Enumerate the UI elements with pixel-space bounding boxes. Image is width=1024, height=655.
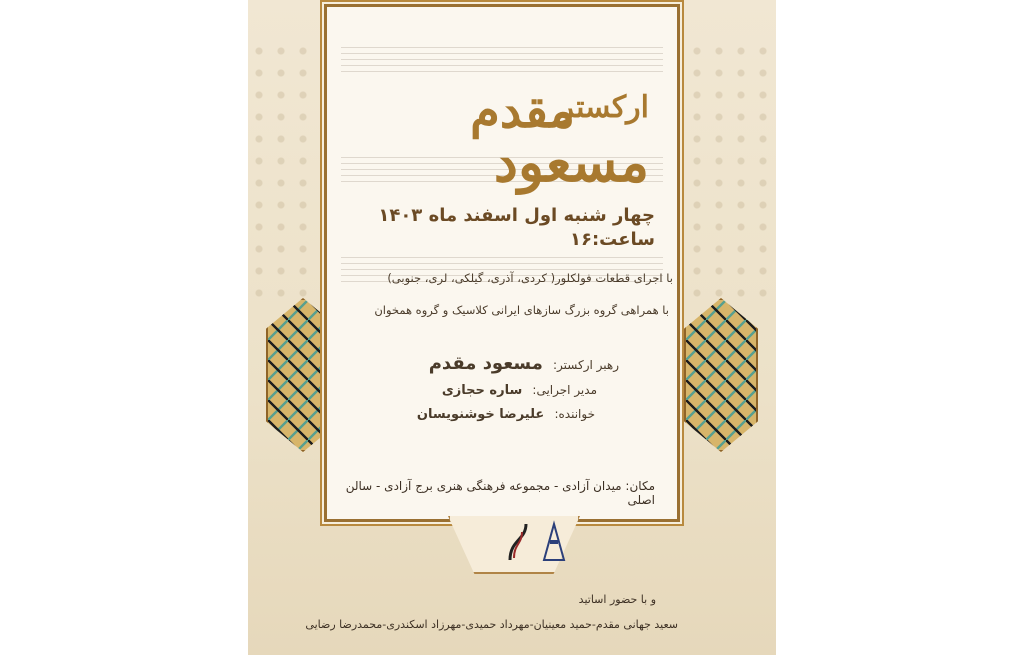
credit-name: ساره حجازی (441, 383, 523, 398)
credit-name: علیرضا خوشنویسان (416, 407, 545, 422)
credit-role: خواننده: (554, 407, 595, 421)
logo-left-icon (540, 520, 568, 564)
music-staff (341, 47, 663, 77)
credit-manager (442, 383, 597, 398)
guests-names: سعید جهانی مقدم-حمید معینیان-مهرداد حمیدی-مهرزاد اسکندری-محمدرضا رضایی (305, 618, 678, 631)
logo-right-icon (504, 520, 532, 564)
program-line: با اجرای قطعات فولکلور( کردی، آذری، گیلکی، لری، جنوبی) (387, 271, 673, 285)
title-orchestra: ارکستر (559, 90, 649, 125)
venue-line: مکان: میدان آزادی - مجموعه فرهنگی هنری برج آزادی - سالن اصلی (345, 479, 655, 507)
credit-role: رهبر ارکستر: (552, 358, 619, 372)
guests-intro: و با حضور اساتید (578, 593, 656, 606)
poster-card (324, 4, 680, 522)
right-ornament (684, 298, 758, 452)
credit-name: مسعود مقدم (428, 353, 543, 374)
ensemble-line: با همراهی گروه بزرگ سازهای ایرانی کلاسیک و گروه همخوان (374, 303, 669, 317)
title-second: مسعود (493, 130, 649, 194)
right-pattern (686, 40, 776, 300)
time-line: ساعت:۱۶ (570, 229, 655, 250)
credit-conductor (429, 353, 619, 374)
concert-poster (248, 0, 776, 655)
credit-role: مدیر اجرایی: (532, 383, 597, 397)
title-first: مقدم (470, 83, 575, 139)
credit-singer (417, 407, 595, 422)
date-line: چهار شنبه اول اسفند ماه ۱۴۰۳ (378, 205, 655, 226)
